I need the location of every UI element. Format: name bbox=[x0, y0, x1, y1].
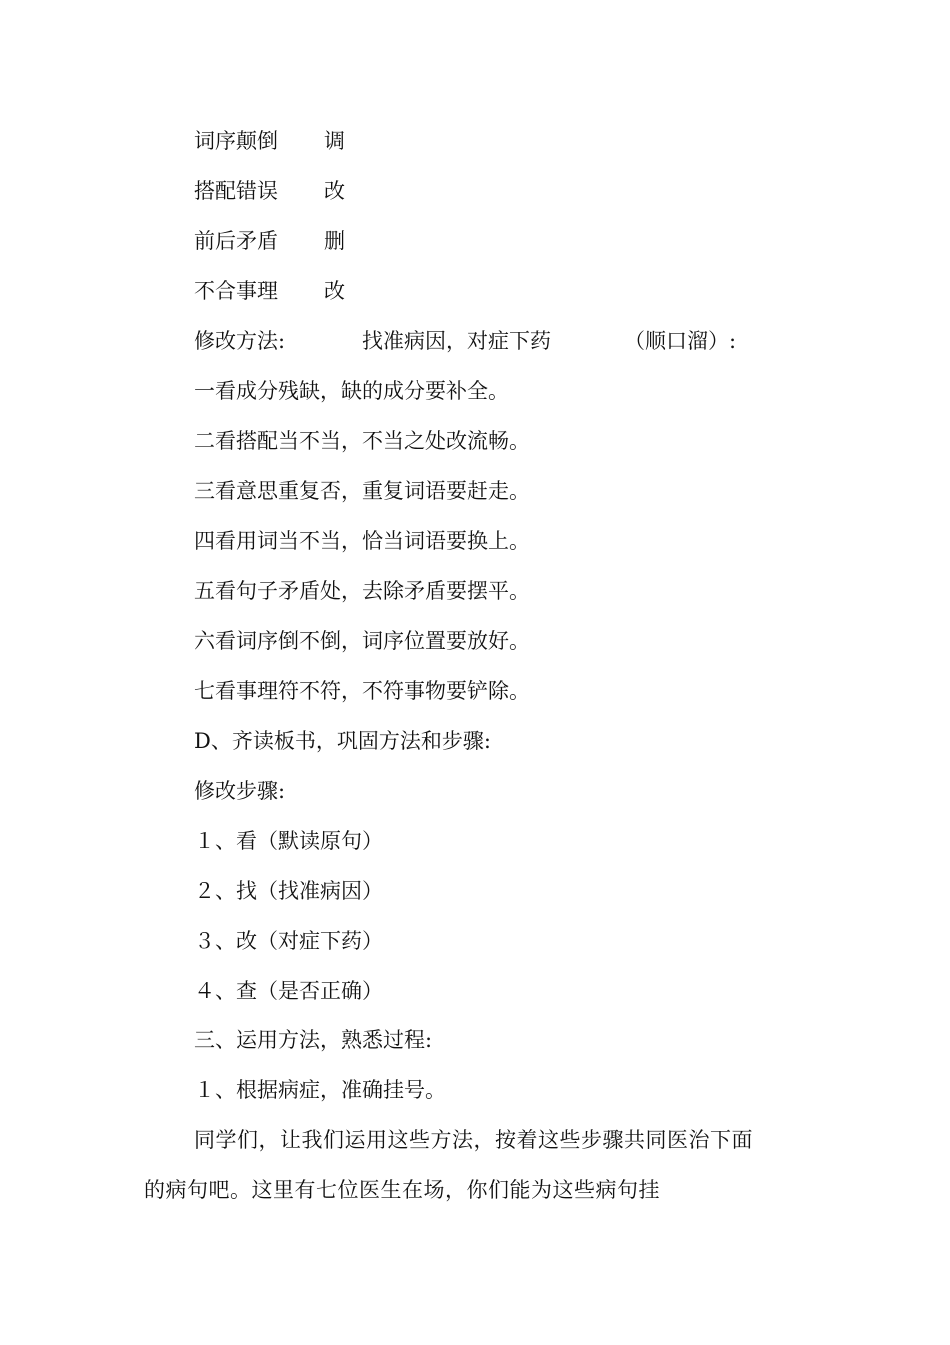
error-type-term: 搭配错误 bbox=[194, 179, 278, 203]
error-type-term: 词序颠倒 bbox=[194, 129, 278, 153]
error-type-term: 不合事理 bbox=[194, 279, 278, 303]
rhyme-line: 三看意思重复否，重复词语要赶走。 bbox=[194, 479, 530, 503]
error-type-term: 前后矛盾 bbox=[194, 229, 278, 253]
steps-title: 修改步骤: bbox=[194, 779, 286, 803]
error-type-row bbox=[194, 126, 345, 156]
step-item: ３、改（对症下药） bbox=[194, 929, 383, 953]
rhyme-line: 一看成分残缺，缺的成分要补全。 bbox=[194, 379, 509, 403]
step-item: ４、查（是否正确） bbox=[194, 979, 383, 1003]
error-type-row bbox=[194, 226, 345, 256]
rhyme-line: 二看搭配当不当，不当之处改流畅。 bbox=[194, 429, 530, 453]
error-type-row bbox=[194, 276, 345, 306]
method-line bbox=[194, 326, 736, 356]
error-type-fix: 删 bbox=[324, 229, 345, 253]
body-paragraph: 同学们，让我们运用这些方法，按着这些步骤共同医治下面的病句吧。这里有七位医生在场，你们能为这些病句挂 bbox=[144, 1128, 753, 1202]
rhyme-line: 七看事理符不符，不符事物要铲除。 bbox=[194, 679, 530, 703]
section-d-heading: D、齐读板书，巩固方法和步骤: bbox=[194, 729, 491, 753]
section-three-heading: 三、运用方法，熟悉过程: bbox=[194, 1028, 433, 1052]
error-type-fix: 改 bbox=[324, 179, 345, 203]
error-type-row bbox=[194, 176, 345, 206]
method-note: （顺口溜）: bbox=[624, 329, 737, 353]
error-type-fix: 改 bbox=[324, 279, 345, 303]
rhyme-line: 六看词序倒不倒，词序位置要放好。 bbox=[194, 629, 530, 653]
rhyme-line: 五看句子矛盾处，去除矛盾要摆平。 bbox=[194, 579, 530, 603]
step-item: ２、找（找准病因） bbox=[194, 879, 383, 903]
method-rule: 找准病因，对症下药 bbox=[362, 329, 551, 353]
error-type-fix: 调 bbox=[324, 129, 345, 153]
step-item: １、看（默读原句） bbox=[194, 829, 383, 853]
method-label: 修改方法: bbox=[194, 329, 286, 353]
subsection-one-heading: １、根据病症，准确挂号。 bbox=[194, 1078, 446, 1102]
rhyme-line: 四看用词当不当，恰当词语要换上。 bbox=[194, 529, 530, 553]
